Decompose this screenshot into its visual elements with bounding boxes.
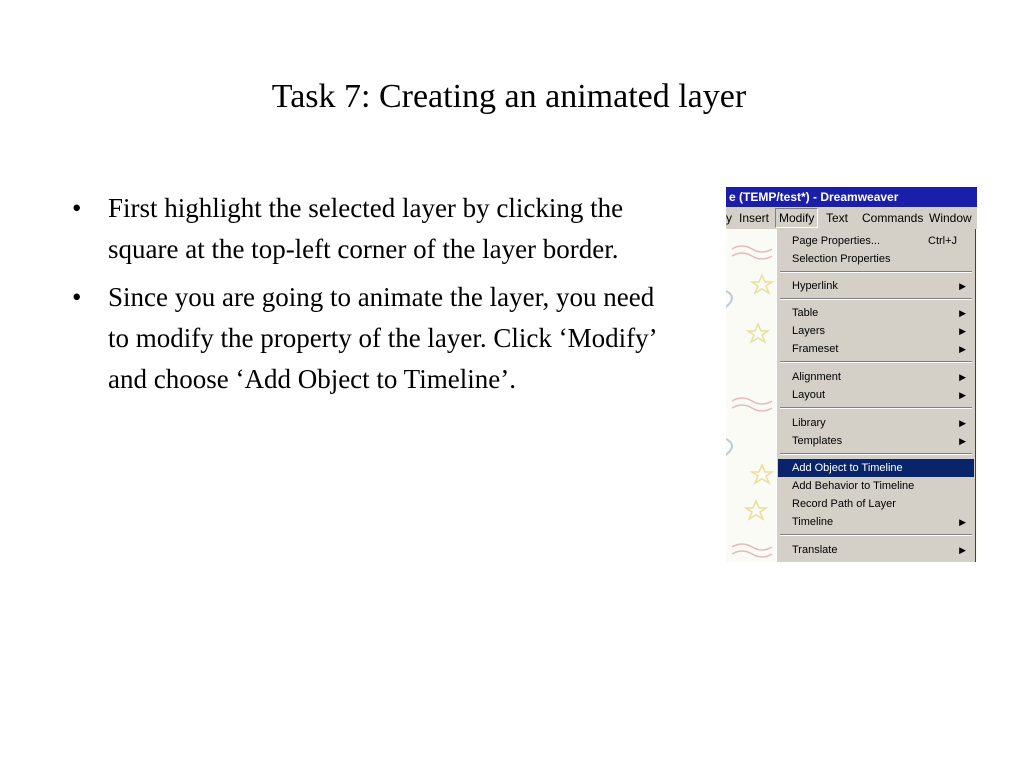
menu-item-label: Add Object to Timeline — [792, 462, 903, 474]
menu-item-layers[interactable] — [778, 322, 974, 340]
menu-item-table[interactable] — [778, 304, 974, 322]
menu-item-timeline[interactable] — [778, 513, 974, 531]
submenu-arrow-icon: ▶ — [959, 281, 966, 291]
bullet-list — [72, 188, 672, 407]
submenu-arrow-icon: ▶ — [959, 436, 966, 446]
menu-separator — [780, 298, 972, 300]
submenu-arrow-icon: ▶ — [959, 545, 966, 555]
menu-bar — [726, 207, 977, 229]
menu-separator — [780, 271, 972, 273]
menu-item-label: Hyperlink — [792, 280, 838, 292]
menu-separator — [780, 407, 972, 409]
menu-item-label: Translate — [792, 544, 838, 556]
background-pattern — [726, 229, 776, 562]
bullet-item — [72, 277, 672, 400]
menu-item-record-path-of-layer[interactable] — [778, 495, 974, 513]
window-title-bar: e (TEMP/test*) - Dreamweaver — [726, 187, 977, 207]
menu-item-label: Table — [792, 307, 819, 319]
submenu-arrow-icon: ▶ — [959, 344, 966, 354]
bullet-item — [72, 188, 672, 270]
menu-item-translate[interactable] — [778, 541, 974, 559]
menubar-partial-item[interactable]: y — [726, 211, 732, 225]
menu-separator — [780, 361, 972, 363]
star-pattern — [746, 275, 772, 519]
submenu-arrow-icon: ▶ — [959, 390, 966, 400]
menu-modify[interactable]: Modify — [775, 208, 818, 228]
dreamweaver-screenshot — [726, 187, 977, 562]
menu-item-label: Record Path of Layer — [792, 498, 896, 510]
menu-window[interactable]: Window — [929, 211, 972, 225]
menu-item-library[interactable] — [778, 414, 974, 432]
submenu-arrow-icon: ▶ — [959, 418, 966, 428]
slide-title: Task 7: Creating an animated layer — [271, 78, 747, 115]
menu-separator — [780, 453, 972, 455]
wave-pattern — [732, 246, 772, 557]
menu-item-label: Add Behavior to Timeline — [792, 480, 915, 492]
menu-item-selection-properties[interactable] — [778, 250, 974, 268]
menu-item-layout[interactable] — [778, 386, 974, 404]
menu-item-hyperlink[interactable] — [778, 277, 974, 295]
modify-menu-dropdown — [776, 229, 976, 562]
bullet-dot: • — [72, 282, 82, 312]
menu-item-label: Selection Properties — [792, 253, 891, 265]
menu-text[interactable]: Text — [826, 211, 849, 225]
menu-item-page-properties[interactable] — [778, 232, 974, 250]
menu-item-label: Library — [792, 417, 826, 429]
menu-item-label: Timeline — [792, 516, 834, 528]
bullet-text: Since you are going to animate the layer, you need to modify the property of the layer. Click ‘Modify’ and choose ‘Add Object to Timeline’. — [108, 282, 656, 394]
menu-item-shortcut: Ctrl+J — [928, 235, 958, 247]
menu-item-templates[interactable] — [778, 432, 974, 450]
submenu-arrow-icon: ▶ — [959, 326, 966, 336]
menu-item-label: Layers — [792, 325, 826, 337]
menu-item-label: Frameset — [792, 343, 839, 355]
bullet-dot: • — [72, 193, 82, 223]
menu-commands[interactable]: Commands — [862, 211, 924, 225]
menu-item-label: Page Properties... — [792, 235, 881, 247]
menu-separator — [780, 534, 972, 536]
menu-insert[interactable]: Insert — [739, 211, 770, 225]
menu-item-label: Templates — [792, 435, 843, 447]
menu-item-frameset[interactable] — [778, 340, 974, 358]
submenu-arrow-icon: ▶ — [959, 308, 966, 318]
submenu-arrow-icon: ▶ — [959, 517, 966, 527]
swirl-pattern — [726, 291, 732, 455]
menu-item-label: Alignment — [792, 371, 841, 383]
menu-item-label: Layout — [792, 389, 826, 401]
menu-item-add-behavior-to-timeline[interactable] — [778, 477, 974, 495]
bullet-text: First highlight the selected layer by clicking the square at the top-left corner of the layer border. — [108, 193, 624, 264]
menu-item-add-object-to-timeline[interactable] — [778, 459, 974, 477]
submenu-arrow-icon: ▶ — [959, 372, 966, 382]
menu-item-alignment[interactable] — [778, 368, 974, 386]
